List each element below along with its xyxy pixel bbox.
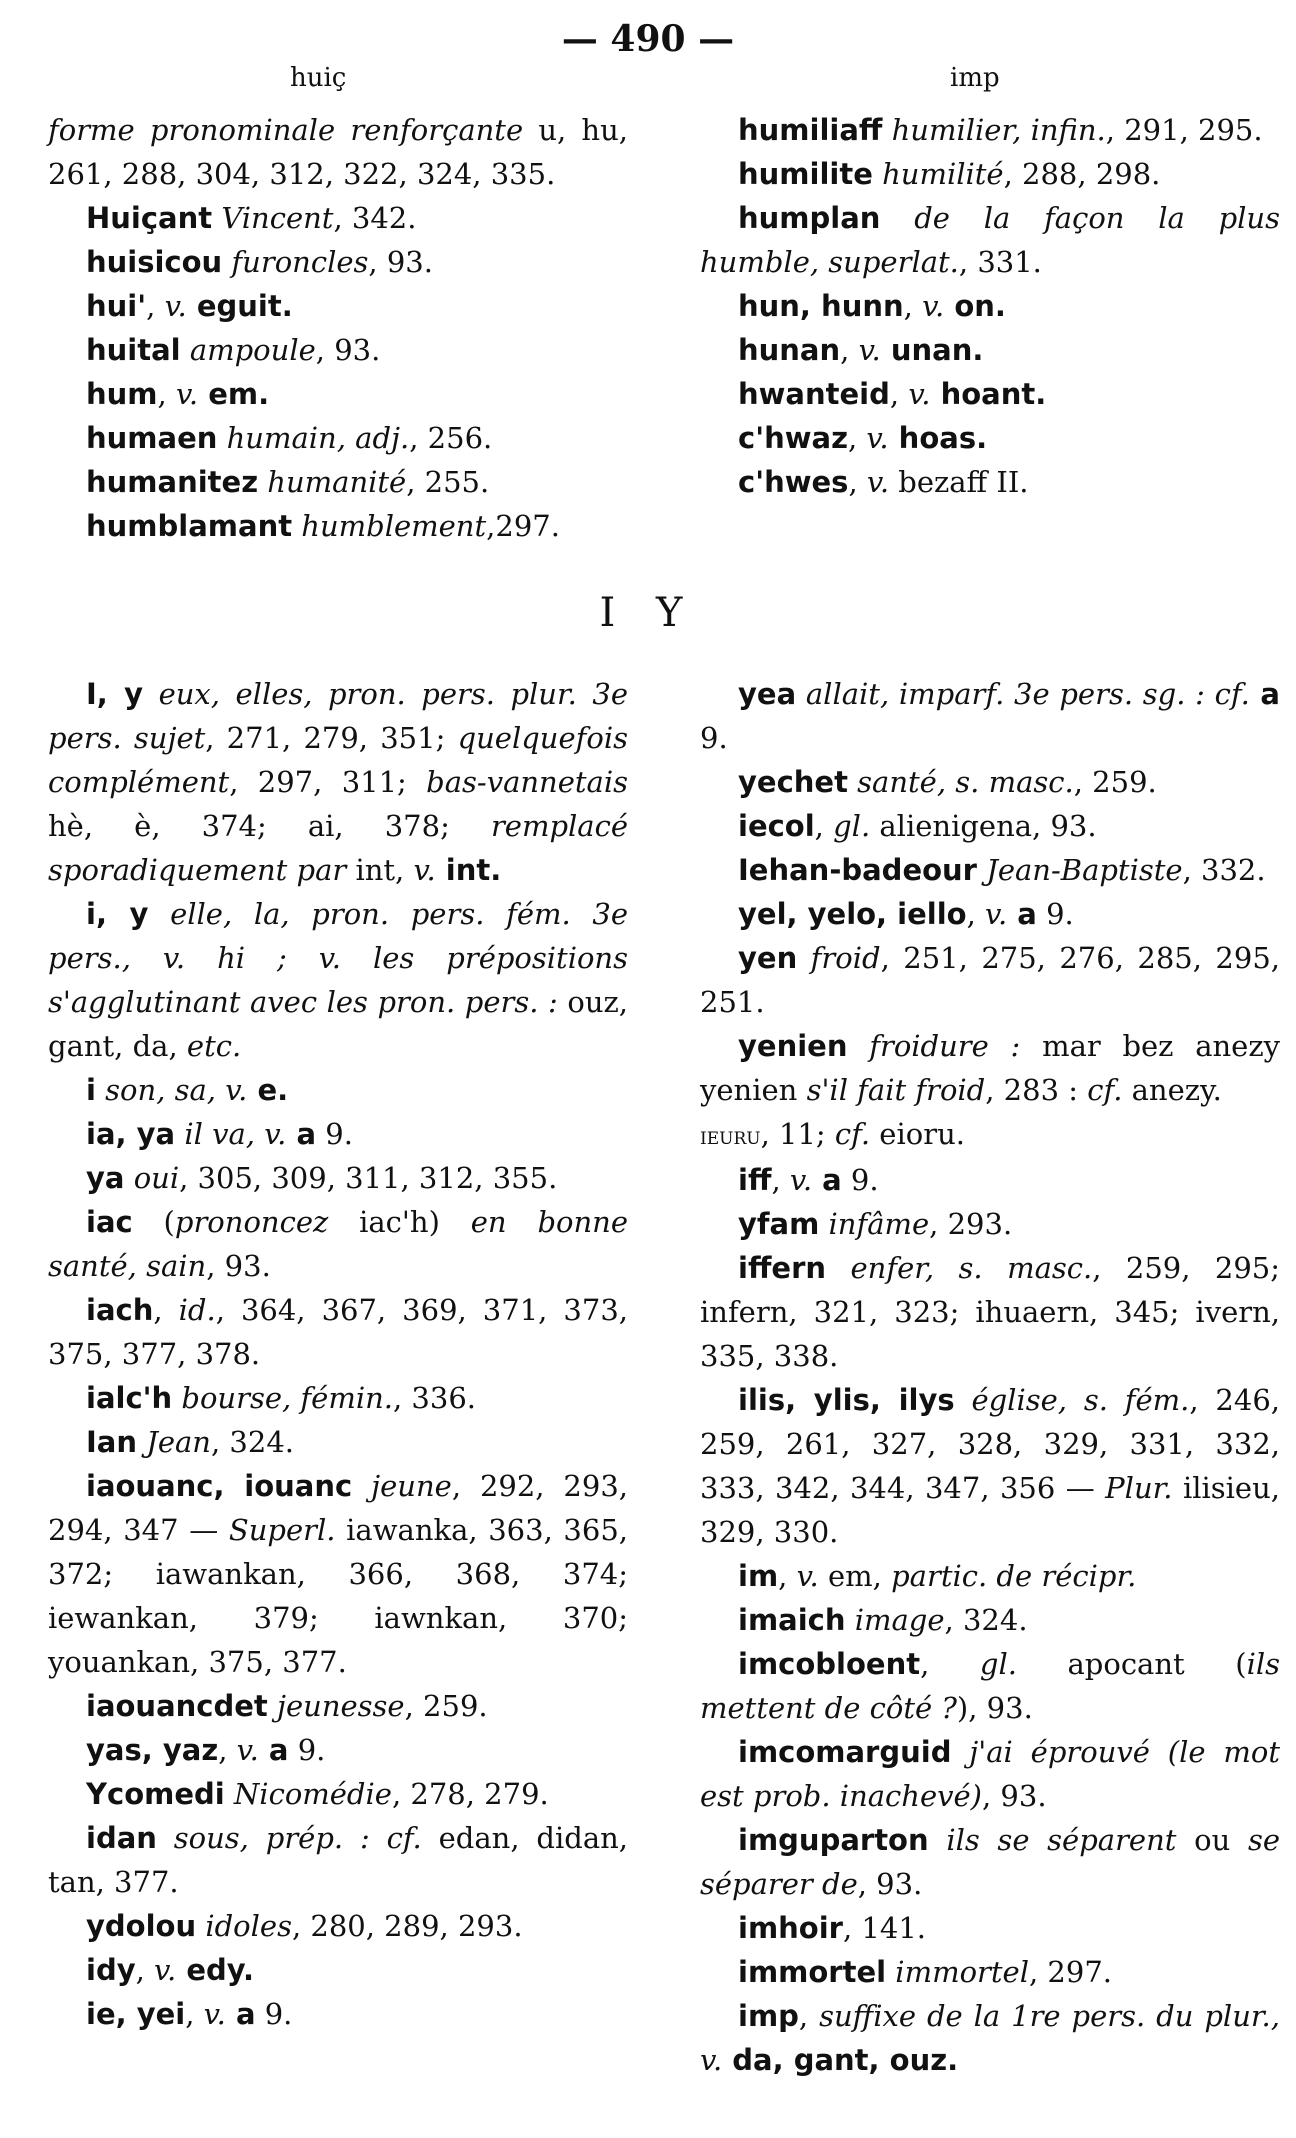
dictionary-entry (700, 1994, 1280, 2082)
dictionary-entry (700, 1158, 1280, 1202)
headword: idy (86, 1953, 136, 1987)
entry-text: , 271, 279, 351; (205, 721, 458, 755)
gloss: v. (866, 421, 889, 455)
entry-text: bezaff II. (889, 465, 1029, 499)
headword: hwanteid (738, 377, 890, 411)
dictionary-entry (48, 1156, 628, 1200)
gloss: gl. (833, 809, 871, 843)
page-header (0, 16, 1296, 93)
dictionary-entry (700, 372, 1280, 416)
entry-text: , (920, 1647, 980, 1681)
gloss: bas-vannetais (426, 765, 628, 799)
dictionary-entry (48, 284, 628, 328)
entry-text: , 255. (406, 465, 490, 499)
entry-text: anezy. (1122, 1073, 1222, 1107)
headword: Ycomedi (86, 1777, 225, 1811)
dictionary-entry (700, 1024, 1280, 1112)
gloss: allait, imparf. 3e pers. sg. : cf. (796, 677, 1250, 711)
dictionary-entry (48, 504, 628, 548)
gloss: de la façon la plus humble, superlat. (700, 201, 1280, 279)
headword: imhoir (738, 1911, 843, 1945)
entry-text: , (153, 1293, 179, 1327)
gloss: quelquefois complément (48, 721, 628, 799)
headword: a (812, 1163, 842, 1197)
headword: c'hwaz (738, 421, 848, 455)
gloss: partic. de récipr. (891, 1559, 1137, 1593)
headword: imguparton (738, 1823, 929, 1857)
gloss: église, s. fém. (954, 1383, 1190, 1417)
entry-text: , (903, 289, 923, 323)
headword: hun, hunn (738, 289, 904, 323)
entry-text: , 324. (211, 1425, 295, 1459)
dictionary-entry (48, 1112, 628, 1156)
entry-text: , 93. (315, 333, 381, 367)
right-running-headword: imp (950, 63, 1000, 93)
entry-text: iac'h) (328, 1205, 471, 1239)
headword: a (1249, 677, 1281, 711)
dictionary-entry (48, 460, 628, 504)
headword: iac (86, 1205, 133, 1239)
gloss: en bonne santé, sain (48, 1205, 628, 1283)
headword: da, gant, ouz. (722, 2043, 959, 2077)
entry-text: , 93. (982, 1779, 1047, 1813)
headword: ydolou (86, 1909, 197, 1943)
entry-text: , 278, 279. (391, 1777, 549, 1811)
headword: yechet (738, 765, 848, 799)
headword: ialc'h (86, 1381, 173, 1415)
headword: a (286, 1117, 317, 1151)
headword: Iehan-badeour (738, 853, 977, 887)
entry-text: , 93. (857, 1867, 923, 1901)
gloss: sous, prép. : cf. (156, 1821, 422, 1855)
dictionary-entry (48, 240, 628, 284)
headword: ia, ya (86, 1117, 176, 1151)
dictionary-entry (48, 892, 628, 1068)
entry-text: ilisieu, 329, 330. (700, 1471, 1280, 1549)
headword: em. (198, 377, 270, 411)
entry-text: , (798, 1999, 820, 2033)
entry-text: , (889, 377, 909, 411)
headword: iecol (738, 809, 815, 843)
entry-text: 9. (288, 1733, 326, 1767)
entry-text: u, hu, 261, 288, 304, 312, 322, 324, 335. (48, 113, 629, 191)
gloss: humilier, infin. (882, 113, 1106, 147)
entry-text: ieuru (700, 1122, 761, 1150)
column-right-top (700, 108, 1280, 504)
gloss: image (845, 1603, 945, 1637)
gloss: froidure : (847, 1029, 1021, 1063)
entry-text: 9. (1036, 897, 1074, 931)
headword: ilis, ylis, ilys (738, 1383, 955, 1417)
dictionary-entry (700, 460, 1280, 504)
entry-text: eioru. (870, 1117, 965, 1151)
headword: on. (944, 289, 1006, 323)
page-number: — 490 — (561, 18, 735, 60)
gloss: Jean-Baptiste (976, 853, 1183, 887)
gloss: forme pronominale renforçante (48, 113, 524, 147)
gloss: v. (789, 1163, 813, 1197)
headword: immortel (738, 1955, 887, 1989)
entry-text: , 93. (368, 245, 433, 279)
entry-text: 9. (841, 1163, 879, 1197)
entry-text: 9. (316, 1117, 353, 1151)
entry-text: , 297, 311; (229, 765, 427, 799)
entry-text: ,297. (486, 509, 560, 543)
dictionary-entry (700, 108, 1280, 152)
gloss: cf. (1087, 1073, 1123, 1107)
entry-text: , 305, 309, 311, 312, 355. (179, 1161, 558, 1195)
headword: hunan (738, 333, 841, 367)
headword: yenien (738, 1029, 848, 1063)
left-running-headword: huiç (290, 63, 347, 93)
entry-text: alienigena, 93. (870, 809, 1097, 843)
entry-text: , (218, 1733, 237, 1767)
dictionary-entry (48, 372, 628, 416)
entry-text: mar bez anezy yenien (700, 1029, 1280, 1107)
column-left-top (48, 108, 628, 548)
gloss: gl. (979, 1647, 1017, 1681)
gloss: ils mettent de côté ? (700, 1647, 1280, 1725)
headword: hui' (86, 289, 147, 323)
headword: iaouancdet (86, 1689, 268, 1723)
dictionary-entry (48, 1068, 628, 1112)
headword: imcomarguid (738, 1735, 952, 1769)
headword: a (1007, 897, 1037, 931)
dictionary-entry (48, 196, 628, 240)
headword: humplan (738, 201, 881, 235)
headword: i, y (86, 897, 149, 931)
entry-text: , 331. (958, 245, 1042, 279)
dictionary-entry (700, 1598, 1280, 1642)
dictionary-entry (700, 1730, 1280, 1818)
headword: huital (86, 333, 181, 367)
headword: unan. (880, 333, 984, 367)
entry-text: , 141. (842, 1911, 926, 1945)
dictionary-entry (700, 416, 1280, 460)
gloss: oui (124, 1161, 180, 1195)
entry-text: , 280, 289, 293. (291, 1909, 523, 1943)
gloss: humanité (258, 465, 407, 499)
headword: imcobloent (738, 1647, 921, 1681)
gloss: froid (797, 941, 881, 975)
headword: ya (86, 1161, 125, 1195)
gloss: jeune (352, 1469, 452, 1503)
headword: ie, yei (86, 1997, 186, 2031)
dictionary-entry (48, 1728, 628, 1772)
entry-text: , 259. (1073, 765, 1157, 799)
gloss: ampoule (180, 333, 316, 367)
headword: int. (435, 853, 502, 887)
headword: Ian (86, 1425, 138, 1459)
entry-text: , (146, 289, 165, 323)
gloss: son, sa, v. (95, 1073, 248, 1107)
headword: humiliaff (738, 113, 883, 147)
headword: hum (86, 377, 158, 411)
dictionary-entry (700, 760, 1280, 804)
entry-text: , 364, 367, 369, 371, 373, 375, 377, 378. (48, 1293, 628, 1371)
entry-text: ), 93. (956, 1691, 1033, 1725)
dictionary-entry (700, 328, 1280, 372)
entry-text: , (135, 1953, 155, 1987)
dictionary-entry (48, 1816, 628, 1904)
entry-text: ouz, gant, da, (48, 985, 628, 1063)
headword: hoant. (930, 377, 1047, 411)
entry-text: edan, didan, tan, 377. (48, 1821, 628, 1899)
entry-text: , 11; (760, 1117, 835, 1151)
dictionary-entry (48, 416, 628, 460)
column-left-bottom (48, 672, 628, 2036)
headword: eguit. (186, 289, 293, 323)
headword: humaen (86, 421, 218, 455)
headword: iff (738, 1163, 772, 1197)
gloss: v. (922, 289, 945, 323)
gloss: j'ai éprouvé (le mot est prob. inachevé) (700, 1735, 1280, 1813)
gloss: furoncles (222, 245, 369, 279)
gloss: v. (203, 1997, 226, 2031)
entry-text: , 324. (944, 1603, 1028, 1637)
gloss: cf. (834, 1117, 871, 1151)
headword: yas, yaz (86, 1733, 219, 1767)
entry-text: , (966, 897, 986, 931)
entry-text: , 251, 275, 276, 285, 295, 251. (700, 941, 1280, 1019)
gloss: v. (413, 853, 436, 887)
entry-text: , 93. (206, 1249, 271, 1283)
gloss: elle, la, pron. pers. fém. 3e pers., v. hi ; v. les prépositions s'agglutinant avec les pron. pers. : (48, 897, 628, 1019)
headword: iach (86, 1293, 154, 1327)
dictionary-entry (48, 672, 628, 892)
entry-text: , 288, 298. (1003, 157, 1161, 191)
dictionary-entry (700, 1642, 1280, 1730)
dictionary-entry (700, 804, 1280, 848)
gloss: eux, elles, pron. pers. plur. 3e pers. sujet (48, 677, 628, 755)
dictionary-entry (48, 1772, 628, 1816)
entry-text: , 259, 295; infern, 321, 323; ihuaern, 345; ivern, 335, 338. (700, 1251, 1280, 1373)
headword: I, y (86, 677, 144, 711)
headword: e. (247, 1073, 289, 1107)
gloss: v. (908, 377, 931, 411)
entry-text: , 291, 295. (1105, 113, 1263, 147)
dictionary-entry (700, 892, 1280, 936)
entry-text: , 292, 293, 294, 347 — (48, 1469, 629, 1547)
dictionary-entry (48, 1904, 628, 1948)
gloss: suffixe de la 1re pers. du plur., v. (700, 1999, 1280, 2077)
gloss: santé, s. masc. (847, 765, 1074, 799)
entry-continuation (48, 108, 628, 196)
headword: yen (738, 941, 798, 975)
gloss: Vincent (212, 201, 334, 235)
entry-text: , 332. (1182, 853, 1266, 887)
entry-text: , (840, 333, 859, 367)
headword: yea (738, 677, 797, 711)
entry-text: , (848, 465, 867, 499)
entry-text: , (814, 809, 834, 843)
headword: iffern (738, 1251, 827, 1285)
gloss: infâme (819, 1207, 930, 1241)
gloss: se séparer de (700, 1823, 1281, 1901)
entry-text: , 246, 259, 261, 327, 328, 329, 331, 332, 333, 342, 344, 347, 356 — (700, 1383, 1280, 1505)
dictionary-entry (48, 1376, 628, 1420)
entry-text: apocant ( (1016, 1647, 1247, 1681)
entry-text: int, (346, 853, 414, 887)
gloss: enfer, s. masc. (826, 1251, 1093, 1285)
gloss: Superl. (228, 1513, 336, 1547)
headword: Huiçant (86, 201, 213, 235)
gloss: idoles (196, 1909, 292, 1943)
dictionary-entry (48, 1200, 628, 1288)
dictionary-entry (700, 152, 1280, 196)
headword: edy. (176, 1953, 255, 1987)
gloss: humilité (872, 157, 1004, 191)
entry-text: , (778, 1559, 797, 1593)
gloss: Nicomédie (224, 1777, 392, 1811)
entry-text: , 293. (929, 1207, 1013, 1241)
gloss: Plur. (1105, 1471, 1173, 1505)
entry-text: hè, è, 374; ai, 378; (48, 809, 491, 843)
entry-text: , (771, 1163, 790, 1197)
headword: c'hwes (738, 465, 849, 499)
gloss: v. (985, 897, 1008, 931)
dictionary-entry (700, 1202, 1280, 1246)
headword: idan (86, 1821, 157, 1855)
headword: hoas. (888, 421, 988, 455)
entry-text: ou (1176, 1823, 1248, 1857)
dictionary-entry (700, 1246, 1280, 1378)
entry-text: 9. (255, 1997, 293, 2031)
entry-text: , 283 : (985, 1073, 1088, 1107)
entry-text: , 336. (393, 1381, 477, 1415)
gloss: v. (866, 465, 890, 499)
headword: yfam (738, 1207, 820, 1241)
gloss: v. (796, 1559, 819, 1593)
headword: imp (738, 1999, 799, 2033)
dictionary-entry (700, 936, 1280, 1024)
dictionary-entry (700, 1378, 1280, 1554)
entry-text: , (185, 1997, 204, 2031)
dictionary-entry (700, 1906, 1280, 1950)
gloss: humain, adj. (217, 421, 410, 455)
headword: imaich (738, 1603, 846, 1637)
entry-text: , 259. (404, 1689, 488, 1723)
dictionary-entry (48, 1992, 628, 2036)
gloss: v. (175, 377, 199, 411)
dictionary-entry (700, 196, 1280, 284)
dictionary-entry (48, 1948, 628, 1992)
headword: i (86, 1073, 96, 1107)
headword: im (738, 1559, 779, 1593)
gloss: bourse, fémin. (172, 1381, 393, 1415)
gloss: remplacé sporadiquement par (48, 809, 628, 887)
headword: huisicou (86, 245, 223, 279)
gloss: Jean (137, 1425, 211, 1459)
headword: a (225, 1997, 256, 2031)
entry-text: , 342. (333, 201, 417, 235)
entry-text: iawanka, 363, 365, 372; iawankan, 366, 368, 374; iewankan, 379; iawnkan, 370; youankan, 375, 377. (48, 1513, 629, 1679)
headword: iaouanc, iouanc (86, 1469, 353, 1503)
dictionary-entry (48, 1464, 628, 1684)
gloss: v. (154, 1953, 177, 1987)
headword: yel, yelo, iello (738, 897, 967, 931)
dictionary-entry (48, 1420, 628, 1464)
gloss: humblement (292, 509, 487, 543)
dictionary-entry (700, 284, 1280, 328)
entry-text: , (157, 377, 176, 411)
gloss: v. (236, 1733, 259, 1767)
dictionary-entry (700, 672, 1280, 760)
entry-text: 9. (700, 721, 728, 755)
gloss: jeunesse (267, 1689, 405, 1723)
dictionary-entry (48, 1684, 628, 1728)
gloss: s'il fait froid (806, 1073, 986, 1107)
dictionary-entry (700, 848, 1280, 892)
dictionary-entry (700, 1950, 1280, 1994)
gloss: prononcez (174, 1205, 329, 1239)
gloss: il va, v. (175, 1117, 287, 1151)
gloss: v. (858, 333, 881, 367)
section-title: I Y (599, 590, 697, 636)
gloss: etc. (186, 1029, 242, 1063)
entry-continuation (700, 1112, 1280, 1158)
headword: humblamant (86, 509, 293, 543)
gloss: id. (178, 1293, 216, 1327)
dictionary-entry (700, 1554, 1280, 1598)
gloss: immortel (886, 1955, 1029, 1989)
column-right-bottom (700, 672, 1280, 2082)
headword: humilite (738, 157, 873, 191)
headword: humanitez (86, 465, 259, 499)
entry-text: ( (132, 1205, 175, 1239)
gloss: ils se séparent (928, 1823, 1177, 1857)
headword: a (258, 1733, 289, 1767)
entry-text: , 256. (409, 421, 493, 455)
gloss: v. (164, 289, 187, 323)
dictionary-entry (700, 1818, 1280, 1906)
entry-text: , 297. (1028, 1955, 1112, 1989)
entry-text: em, (818, 1559, 892, 1593)
dictionary-entry (48, 1288, 628, 1376)
entry-text: , (847, 421, 867, 455)
dictionary-entry (48, 328, 628, 372)
